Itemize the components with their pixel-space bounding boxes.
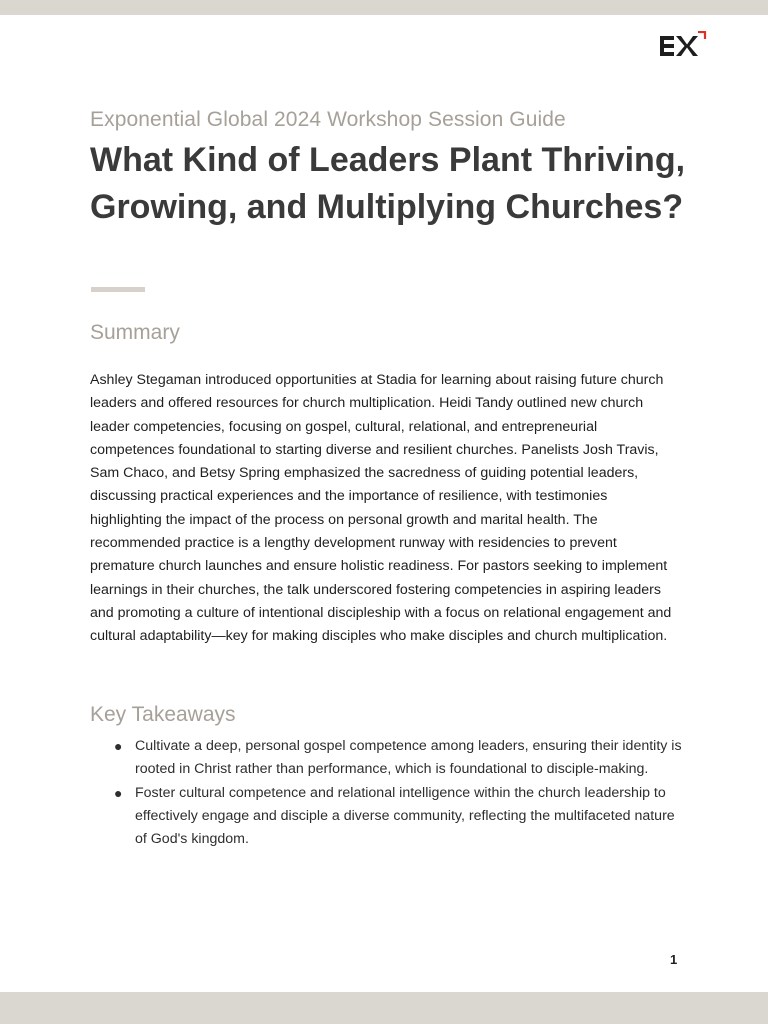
key-takeaways-list xyxy=(90,735,690,851)
bullet-icon: ● xyxy=(114,784,123,801)
takeaway-item xyxy=(90,782,690,852)
summary-paragraph: Ashley Stegaman introduced opportunities at Stadia for learning about raising future church leaders and offered resources for church multiplication. Heidi Tandy outlined new church leader competencies, focusing on gospel, cultural, relational, and entrepreneurial competences foundational to starting diverse and resilient churches. Panelists Josh Travis, Sam Chaco, and Betsy Spring emphasized the sacredness of guiding potential leaders, discussing practical experiences and the importance of resilience, with testimonies highlighting the impact of the process on personal growth and marital health. The recommended practice is a lengthy development runway with residencies to prevent premature church launches and ensure holistic readiness. For pastors seeking to implement learnings in their churches, the talk underscored fostering competencies in aspiring leaders and promoting a culture of intentional discipleship with a focus on relational engagement and cultural adaptability—key for making disciples who make disciples and church multiplication. xyxy=(90,372,672,645)
takeaway-text: Foster cultural competence and relational intelligence within the church leadership to effectively engage and disciple a diverse community, reflecting the multifaceted nature of God's kingdom. xyxy=(135,784,675,848)
exponential-logo xyxy=(660,31,708,61)
bullet-icon: ● xyxy=(114,738,123,754)
summary-heading: Summary xyxy=(90,321,180,344)
key-takeaways-heading: Key Takeaways xyxy=(90,703,236,726)
document-subtitle: Exponential Global 2024 Workshop Session Guide xyxy=(90,108,566,131)
title-divider xyxy=(91,287,145,292)
document-title: What Kind of Leaders Plant Thriving, Growing, and Multiplying Churches? xyxy=(90,141,686,226)
page-number: 1 xyxy=(670,952,678,967)
document-page xyxy=(0,15,768,992)
takeaway-item xyxy=(90,735,690,782)
takeaway-text: Cultivate a deep, personal gospel competence among leaders, ensuring their identity is rooted in Christ rather than performance, which is foundational to disciple-making. xyxy=(135,738,682,778)
